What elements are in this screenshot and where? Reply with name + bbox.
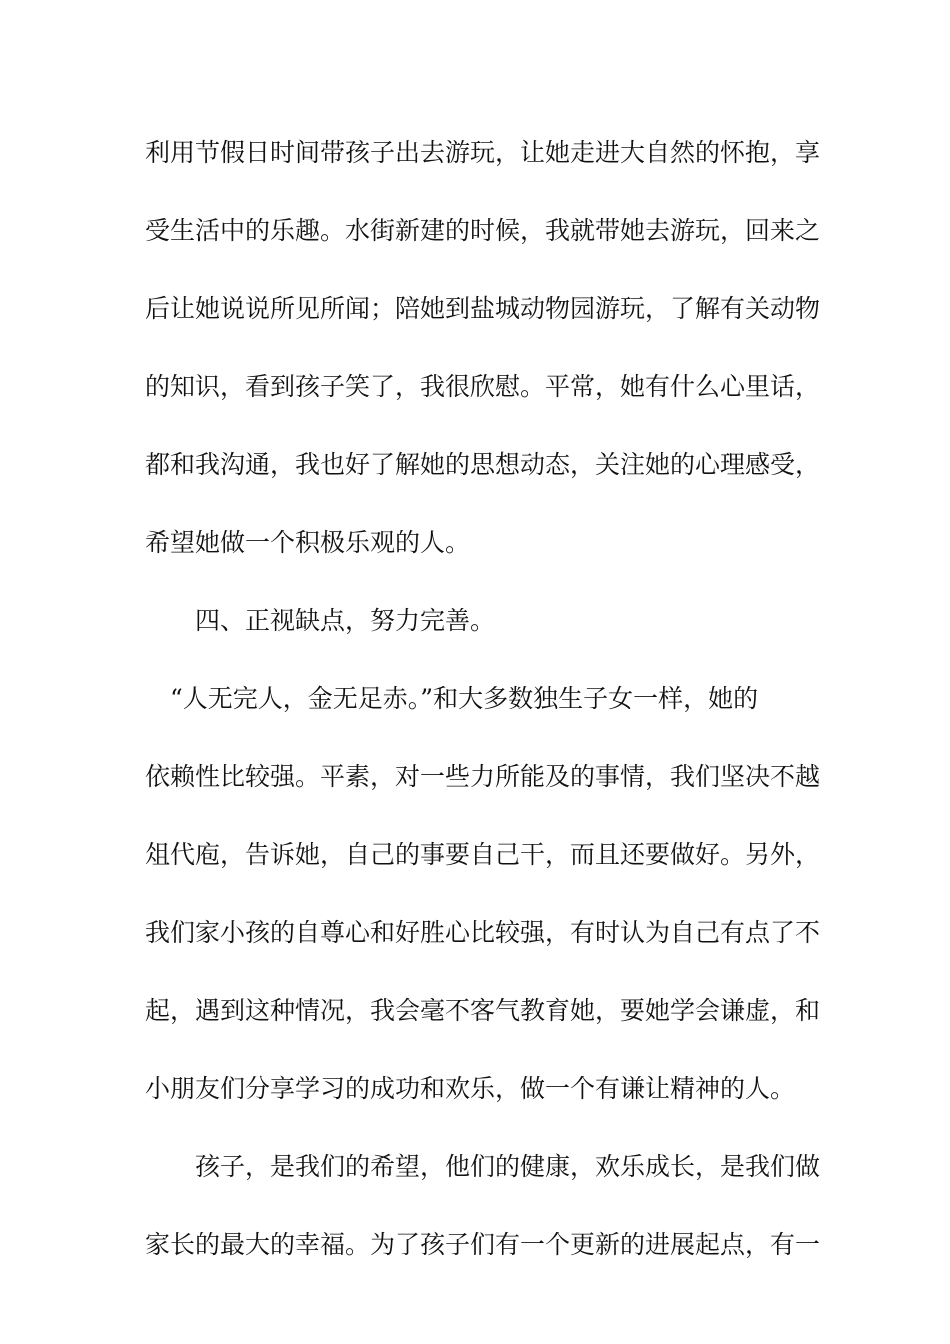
text-line: 希望她做一个积极乐观的人。	[145, 528, 471, 557]
text-line: 后让她说说所见所闻；陪她到盐城动物园游玩，了解有关动物	[145, 294, 821, 323]
text-line: 俎代庖，告诉她，自己的事要自己干，而且还要做好。另外，	[145, 840, 821, 869]
text-line: 都和我沟通，我也好了解她的思想动态，关注她的心理感受，	[145, 450, 821, 479]
text-line: 依赖性比较强。平素，对一些力所能及的事情，我们坚决不越	[145, 762, 821, 791]
text-line: 起，遇到这种情况，我会毫不客气教育她，要她学会谦虚，和	[145, 996, 821, 1025]
text-line: 孩子，是我们的希望，他们的健康，欢乐成长，是我们做	[145, 1152, 821, 1181]
text-line: 我们家小孩的自尊心和好胜心比较强，有时认为自己有点了不	[145, 918, 821, 947]
text-line: “人无完人，金无足赤。”和大多数独生子女一样，她的	[145, 684, 759, 713]
text-line: 利用节假日时间带孩子出去游玩，让她走进大自然的怀抱，享	[145, 138, 821, 167]
section-heading: 四、正视缺点，努力完善。	[145, 606, 496, 635]
text-line: 小朋友们分享学习的成功和欢乐，做一个有谦让精神的人。	[145, 1074, 796, 1103]
text-line: 的知识，看到孩子笑了，我很欣慰。平常，她有什么心里话，	[145, 372, 821, 401]
text-line: 受生活中的乐趣。水街新建的时候，我就带她去游玩，回来之	[145, 216, 821, 245]
text-line: 家长的最大的幸福。为了孩子们有一个更新的进展起点，有一	[145, 1230, 821, 1259]
